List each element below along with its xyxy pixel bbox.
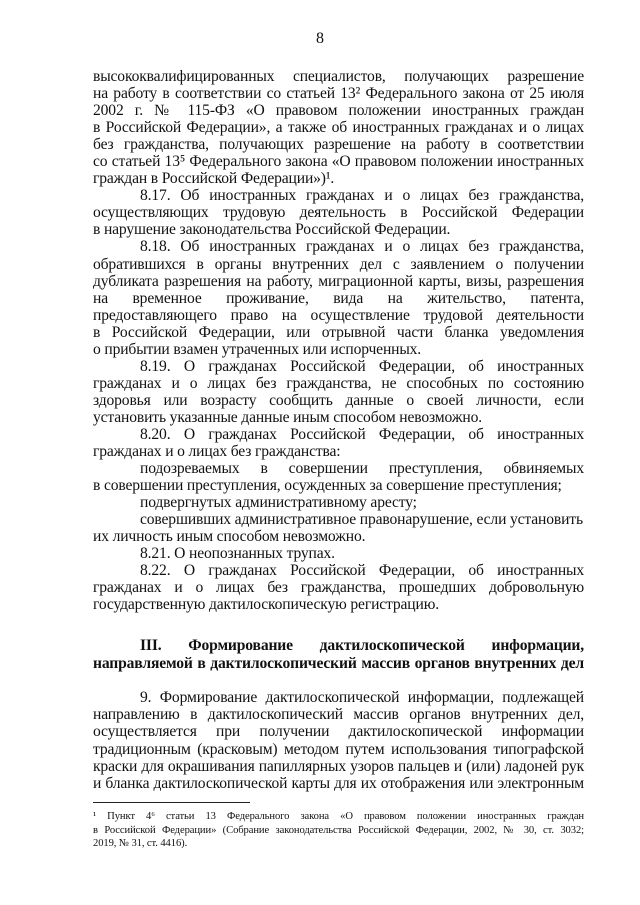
text-line: совершивших административное правонарушение, если установить	[140, 511, 583, 529]
heading-line: III. Формирование дактилоскопической информации,	[140, 637, 584, 654]
page-number: 8	[316, 30, 324, 47]
text-line: на временное проживание, вида на жительство, патента,	[93, 289, 584, 307]
text-line: 8.19. О гражданах Российской Федерации, об иностранных	[140, 357, 584, 375]
footnote-line: в Российской Федерации» (Собрание законодательства Российской Федерации, 2002, № 30, ст. 3032;	[93, 824, 584, 836]
text-line: обратившихся в органы внутренних дел с заявлением о получении	[93, 255, 584, 273]
text-line: традиционным (красковым) методом путем использования типографской	[93, 740, 584, 758]
section-heading	[93, 637, 584, 672]
heading-line: направляемой в дактилоскопический массив органов внутренних дел	[93, 655, 584, 673]
text-line: 9. Формирование дактилоскопической информации, подлежащей	[140, 689, 584, 706]
text-line: в нарушение законодательства Российской Федерации.	[93, 221, 451, 239]
text-line: в Российской Федерации, или отрывной части бланка уведомления	[93, 323, 584, 341]
body-text	[93, 68, 584, 614]
text-line: гражданах и о лицах без гражданства, не способных по состоянию	[93, 374, 584, 392]
text-line: без гражданства, получающих разрешение на работу в соответствии	[93, 136, 584, 154]
footnote-divider	[93, 802, 250, 803]
text-line: здоровья или возрасту сообщить данные о своей личности, если	[93, 391, 584, 409]
text-line: на работу в соответствии со статьей 13² Федерального закона от 25 июля	[93, 85, 584, 103]
text-line: установить указанные данные иным способом невозможно.	[93, 408, 482, 426]
text-line: предоставляющего право на осуществление трудовой деятельности	[93, 306, 584, 324]
text-line: о прибытии взамен утраченных или испорченных.	[93, 340, 422, 358]
text-line: 8.21. О неопознанных трупах.	[140, 545, 335, 563]
text-line: 8.20. О гражданах Российской Федерации, об иностранных	[140, 425, 584, 443]
text-line: гражданах и о лицах без гражданства, прошедших добровольную	[93, 579, 584, 597]
text-line: подозреваемых в совершении преступления, обвиняемых	[140, 460, 584, 478]
text-line: в Российской Федерации», а также об иностранных гражданах и о лицах	[93, 119, 584, 137]
text-line: 8.18. Об иностранных гражданах и о лицах без гражданства,	[140, 238, 584, 256]
text-line: высококвалифицированных специалистов, получающих разрешение	[93, 68, 584, 85]
footnote-line: ¹ Пункт 4⁶ статьи 13 Федерального закона «О правовом положении иностранных граждан	[93, 811, 584, 822]
text-line: осуществляется при получении дактилоскопической информации	[93, 723, 584, 741]
text-line: подвергнутых административному аресту;	[140, 494, 417, 512]
text-line: со статьей 13⁵ Федерального закона «О правовом положении иностранных	[93, 153, 584, 171]
text-line: направлению в дактилоскопический массив органов внутренних дел,	[93, 706, 584, 724]
text-line: 2002 г. № 115-ФЗ «О правовом положении иностранных граждан	[93, 102, 584, 120]
text-line: и бланка дактилоскопической карты для их отображения или электронным	[93, 774, 584, 792]
text-line: граждан в Российской Федерации»)¹.	[93, 170, 335, 188]
text-line: их личность иным способом невозможно.	[93, 528, 366, 546]
text-line: гражданах и о лицах без гражданства:	[93, 443, 341, 461]
footnote	[93, 810, 584, 851]
text-line: 8.17. Об иностранных гражданах и о лицах без гражданства,	[140, 187, 584, 205]
footnote-line: 2019, № 31, ст. 4416).	[93, 838, 188, 850]
text-line: осуществляющих трудовую деятельность в Российской Федерации	[93, 204, 584, 222]
text-line: дубликата разрешения на работу, миграционной карты, визы, разрешения	[93, 272, 584, 290]
text-line: в совершении преступления, осужденных за совершение преступления;	[93, 477, 562, 495]
text-line: 8.22. О гражданах Российской Федерации, об иностранных	[140, 562, 584, 580]
text-line: государственную дактилоскопическую регистрацию.	[93, 596, 439, 614]
section-body	[93, 689, 584, 792]
text-line: краски для окрашивания папиллярных узоров пальцев и (или) ладоней рук	[93, 757, 584, 775]
